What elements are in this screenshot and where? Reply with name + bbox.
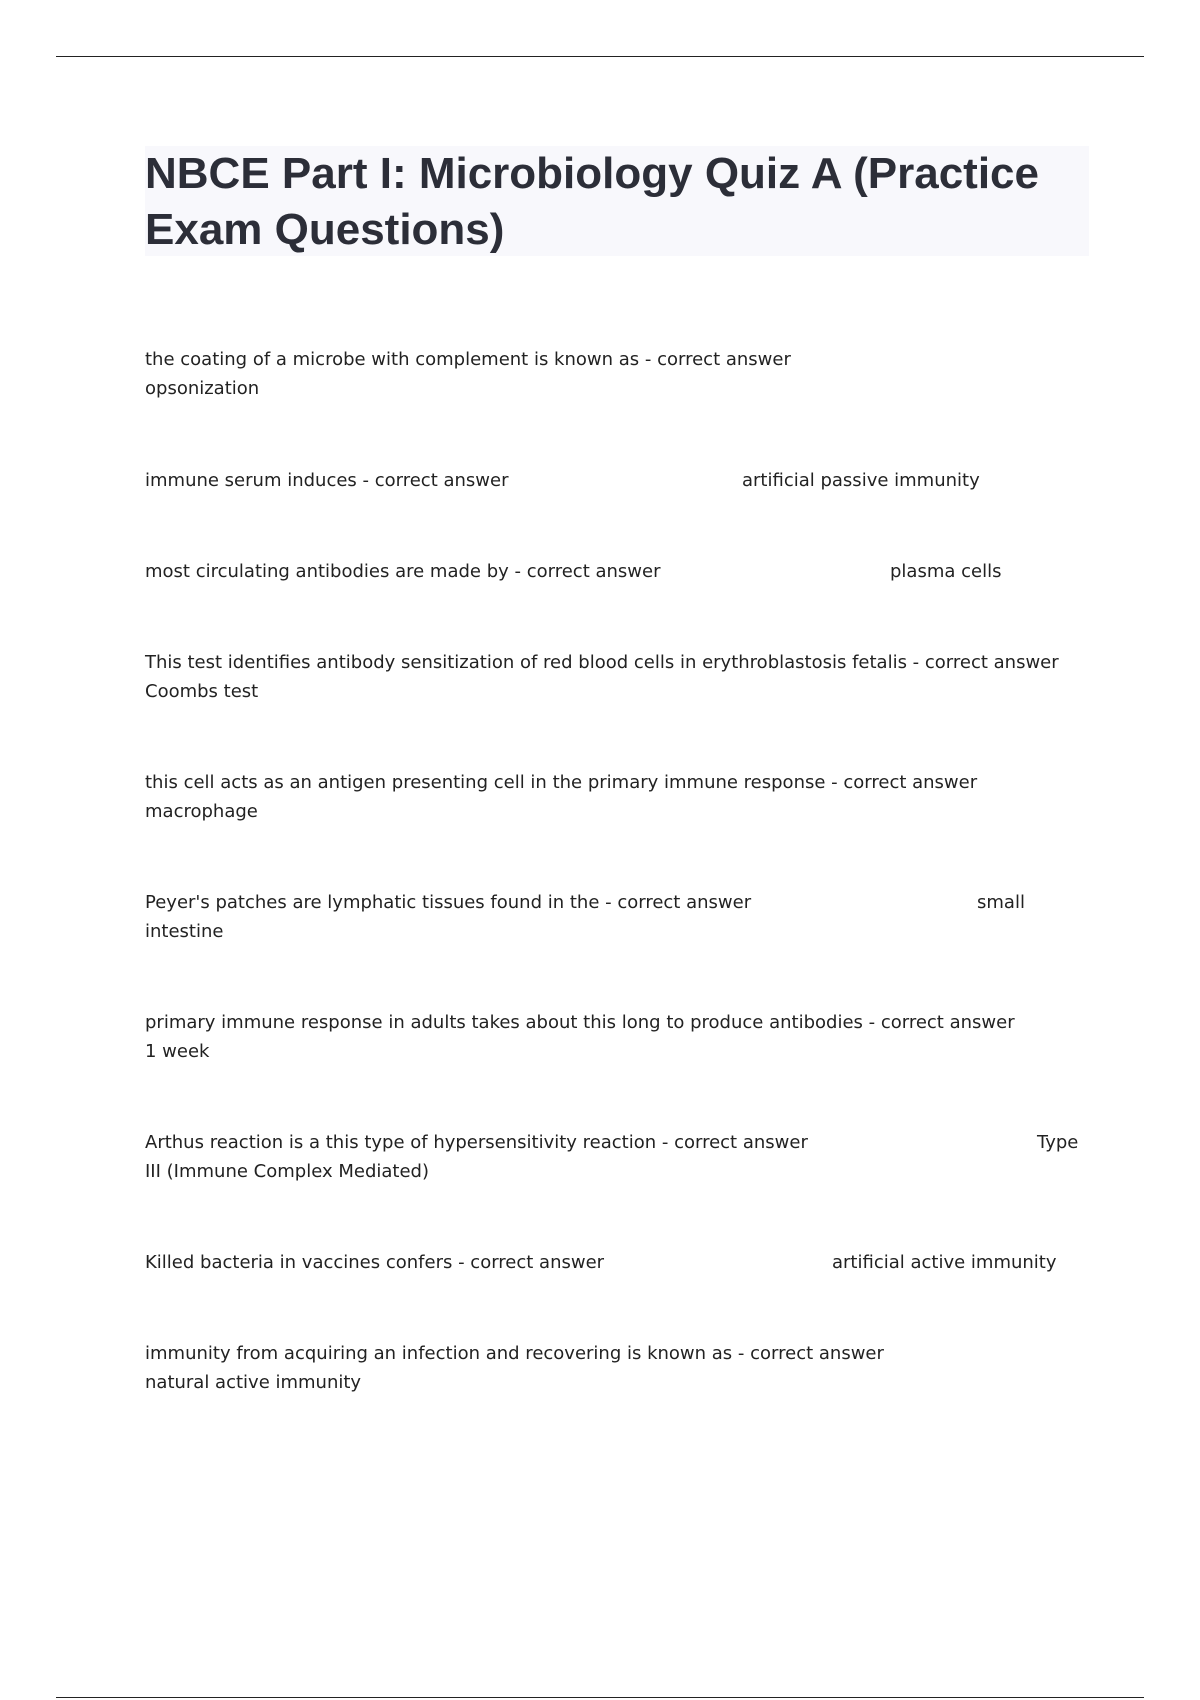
qa-item <box>145 1008 1085 1066</box>
answer-text-part2: intestine <box>145 921 224 942</box>
question-text: This test identifies antibody sensitization of red blood cells in erythroblastosis fetalis - correct answer <box>145 652 1059 673</box>
qa-item <box>145 768 1085 826</box>
title-block <box>145 146 1089 256</box>
question-text: primary immune response in adults takes about this long to produce antibodies - correct answer <box>145 1012 1015 1033</box>
question-text: Peyer's patches are lymphatic tissues found in the - correct answer <box>145 892 752 913</box>
qa-item <box>145 1339 1085 1397</box>
qa-item <box>145 648 1085 706</box>
question-text: Arthus reaction is a this type of hypersensitivity reaction - correct answer <box>145 1132 808 1153</box>
question-text: immune serum induces - correct answer <box>145 470 509 491</box>
qa-item <box>145 888 1075 946</box>
answer-text-part1: Type <box>1037 1132 1079 1153</box>
qa-item <box>145 557 1075 586</box>
answer-text: artificial active immunity <box>832 1252 1057 1273</box>
question-text: this cell acts as an antigen presenting cell in the primary immune response - correct answer <box>145 772 978 793</box>
question-text: most circulating antibodies are made by - correct answer <box>145 561 661 582</box>
question-text: immunity from acquiring an infection and recovering is known as - correct answer <box>145 1343 884 1364</box>
answer-text: opsonization <box>145 378 260 399</box>
answer-text-part1: small <box>977 892 1025 913</box>
answer-text: macrophage <box>145 801 258 822</box>
qa-item <box>145 466 1075 495</box>
qa-item <box>145 1248 1075 1277</box>
answer-text: plasma cells <box>890 561 1002 582</box>
answer-text: 1 week <box>145 1041 210 1062</box>
question-text: Killed bacteria in vaccines confers - correct answer <box>145 1252 605 1273</box>
answer-text-part2: III (Immune Complex Mediated) <box>145 1161 429 1182</box>
page-title: NBCE Part I: Microbiology Quiz A (Practice Exam Questions) <box>145 149 1039 254</box>
bottom-rule <box>56 1697 1144 1698</box>
qa-item <box>145 1128 1079 1186</box>
answer-text: natural active immunity <box>145 1372 362 1393</box>
top-rule <box>56 56 1144 57</box>
qa-item <box>145 345 1085 403</box>
answer-text: Coombs test <box>145 681 259 702</box>
question-text: the coating of a microbe with complement is known as - correct answer <box>145 349 791 370</box>
answer-text: artificial passive immunity <box>742 470 980 491</box>
